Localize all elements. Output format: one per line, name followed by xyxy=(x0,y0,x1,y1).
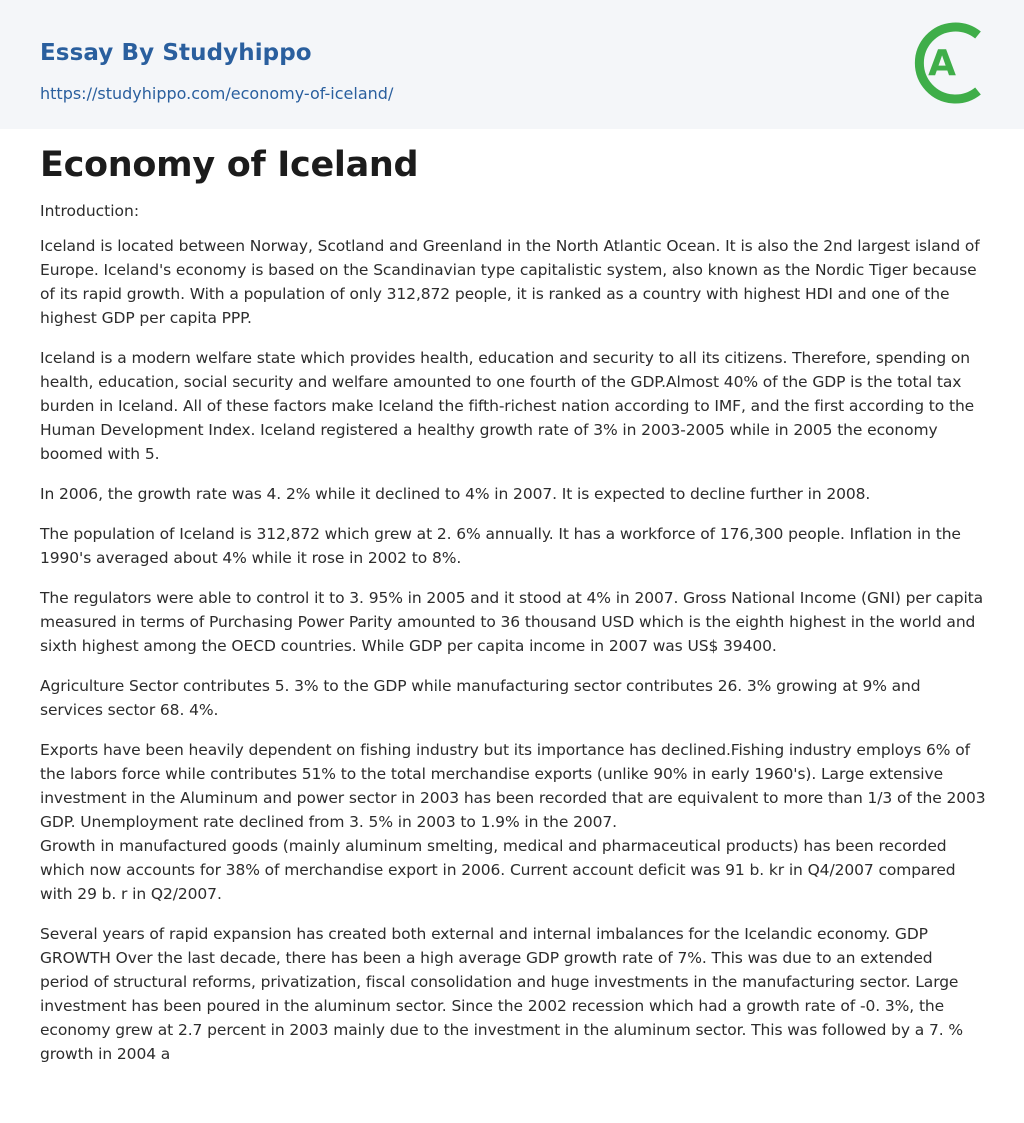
brand-title[interactable]: Essay By Studyhippo xyxy=(40,40,312,66)
paragraph: The regulators were able to control it to 3. 95% in 2005 and it stood at 4% in 2007. Gross National Income (GNI) per capita measured in terms of Purchasing Power Parity amounted to 36 thousand USD which is the eighth highest in the world and sixth highest among the OECD countries. While GDP per capita income in 2007 was US$ 39400. xyxy=(40,589,984,655)
paragraph: Exports have been heavily dependent on fishing industry but its importance has declined.Fishing industry employs 6% of the labors force while contributes 51% to the total merchandise exports (unlike 90% in early 1960's). Large extensive investment in the Aluminum and power sector in 2003 has been recorded that are equivalent to more than 1/3 of the 2003 GDP. Unemployment rate declined from 3. 5% in 2003 to 1.9% in the 2007. Growth in manufactured goods (mainly aluminum smelting, medical and pharmaceutical products) has been recorded which now accounts for 38% of merchandise export in 2006. Current account deficit was 91 b. kr in Q4/2007 compared with 29 b. r in Q2/2007. xyxy=(40,741,986,903)
paragraph: In 2006, the growth rate was 4. 2% while it declined to 4% in 2007. It is expected to decline further in 2008. xyxy=(40,485,871,503)
page-title: Economy of Iceland xyxy=(40,145,419,185)
logo-icon[interactable] xyxy=(910,18,988,108)
paragraph: The population of Iceland is 312,872 which grew at 2. 6% annually. It has a workforce of 176,300 people. Inflation in the 1990's averaged about 4% while it rose in 2002 to 8%. xyxy=(40,525,961,567)
paragraph: Several years of rapid expansion has created both external and internal imbalances for the Icelandic economy. GDP GROWTH Over the last decade, there has been a high average GDP growth rate of 7%. This was due to an extended period of structural reforms, privatization, fiscal consolidation and huge investments in the manufacturing sector. Large investment has been poured in the aluminum sector. Since the 2002 recession which had a growth rate of -0. 3%, the economy grew at 2.7 percent in 2003 mainly due to the investment in the aluminum sector. This was followed by a 7. % growth in 2004 a xyxy=(40,925,964,1063)
site-header xyxy=(0,0,1024,129)
paragraph: Iceland is a modern welfare state which provides health, education and security to all its citizens. Therefore, spending on health, education, social security and welfare amounted to one fourth of the GDP.Almost 40% of the GDP is the total tax burden in Iceland. All of these factors make Iceland the fifth-richest nation according to IMF, and the first according to the Human Development Index. Iceland registered a healthy growth rate of 3% in 2003-2005 while in 2005 the economy boomed with 5. xyxy=(40,349,975,463)
essay-body xyxy=(40,234,986,1082)
paragraph: Agriculture Sector contributes 5. 3% to the GDP while manufacturing sector contributes 26. 3% growing at 9% and services sector 68. 4%. xyxy=(40,677,921,719)
paragraph: Iceland is located between Norway, Scotland and Greenland in the North Atlantic Ocean. It is also the 2nd largest island of Europe. Iceland's economy is based on the Scandinavian type capitalistic system, also known as the Nordic Tiger because of its rapid growth. With a population of only 312,872 people, it is ranked as a country with highest HDI and one of the highest GDP per capita PPP. xyxy=(40,237,980,327)
logo-letter: A xyxy=(928,43,956,84)
intro-label: Introduction: xyxy=(40,202,140,220)
source-url-link[interactable]: https://studyhippo.com/economy-of-iceland/ xyxy=(40,84,394,103)
